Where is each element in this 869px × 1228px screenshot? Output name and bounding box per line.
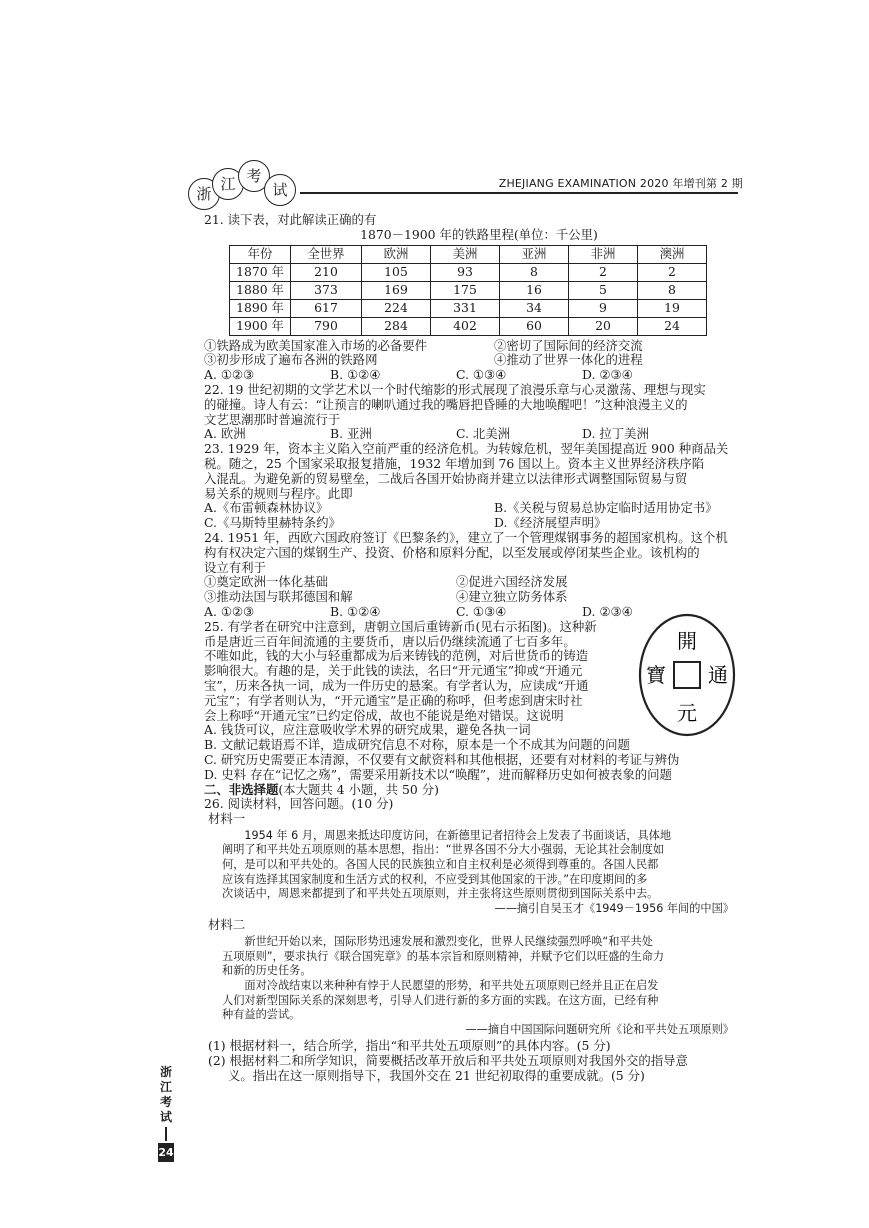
material-label: 材料二 [208,917,246,933]
table-header-cell: 澳洲 [638,245,707,263]
material-line: 何，是可以和平共处的。各国人民的民族独立和自主权利是必须得到尊重的。各国人民都 [222,858,659,872]
statement: ①铁路成为欧美国家准入市场的必备要件 [204,337,428,353]
option: A.《布雷顿森林协议》 [204,500,329,516]
side-char: 考 [159,1095,172,1109]
table-cell: 284 [362,317,431,335]
option: B. 亚洲 [330,426,372,442]
header-rule [300,192,738,194]
material-line: 和新的历史任务。 [222,964,312,978]
option: D.《经济展望声明》 [494,515,607,531]
question-line: 23. 1929 年，资本主义陷入空前严重的经济危机。为转嫁危机，翌年美国提高近 900 种商品关 [204,441,729,457]
section-note: (本大题共 4 小题，共 50 分) [278,781,439,797]
option: C.《马斯特里赫特条约》 [204,515,341,531]
table-cell: 93 [431,263,500,281]
table-header-cell: 非洲 [569,245,638,263]
table-row [230,263,707,281]
table-row [230,281,707,299]
material-line: 1954 年 6 月，周恩来抵达印度访问，在新德里记者招待会上发表了书面谈话，具体地 [244,828,672,842]
option: A. 钱货可议，应注意吸收学术界的研究成果，避免各执一词 [204,722,531,738]
material-1 [222,829,734,917]
table-cell: 373 [291,281,362,299]
material-line: 应该有选择其国家制度和生活方式的权利，不应受到其他国家的干涉。”在印度期间的多 [222,872,648,886]
statement: ②密切了国际间的经济交流 [494,337,643,353]
table-cell: 1870 年 [230,263,291,281]
question-line: 设立有利于 [204,559,266,575]
question-line: 25. 有学者在研究中注意到，唐朝立国后重铸新币(见右示拓图)。这种新 [204,618,597,634]
table-cell: 9 [569,299,638,317]
option: A. ①②③ [204,367,255,383]
options-row [204,516,734,531]
coin-char-bottom: 元 [677,701,697,725]
side-journal-label [158,1065,174,1162]
table-cell: 1890 年 [230,299,291,317]
section-title: 二、非选择题 [204,781,279,797]
journal-logo [188,160,298,210]
table-header-cell: 美洲 [431,245,500,263]
option: B. ①②④ [330,367,381,383]
material-line: 次谈话中，周恩来都提到了和平共处五项原则，并主张将这些原则贯彻到国际关系中去。 [222,887,659,901]
question-stem: 26. 阅读材料，回答问题。(10 分) [204,796,394,812]
table-cell: 20 [569,317,638,335]
table-header-row [230,245,707,263]
options-row [204,501,734,516]
table-row [230,299,707,317]
question-line: 易关系的规则与程序。此即 [204,485,353,501]
question-21 [204,213,734,383]
question-line: 宝”，历来各执一词，成为一件历史的悬案。有学者认为，应读成“开通 [204,677,589,693]
material-line: 新世纪开始以来，国际形势迅速发展和激烈变化，世界人民继续强烈呼唤“和平共处 [244,935,653,949]
options-row [204,427,734,442]
section-heading [204,783,734,798]
coin-char-left: 寶 [646,663,666,687]
table-cell: 175 [431,281,500,299]
journal-title: ZHEJIANG EXAMINATION 2020 年增刊第 2 期 [498,177,743,190]
question-stem: 21. 读下表，对此解读正确的有 [204,212,377,227]
table-header-cell: 年份 [230,245,291,263]
option: D. ②③④ [582,367,633,383]
table-cell: 331 [431,299,500,317]
logo-char: 试 [264,174,296,206]
table-cell: 402 [431,317,500,335]
table-cell: 2 [569,263,638,281]
option: C. ①③④ [456,367,507,383]
side-char: 试 [159,1110,172,1124]
material-2 [222,935,734,1037]
table-cell: 34 [500,299,569,317]
question-line: 入混乱。为避免新的贸易壁垒，二战后各国开始协商并建立以法律形式调整国际贸易与贸 [204,470,688,486]
question-line: 影响很大。有趣的是，关于此钱的读法，名曰“开元通宝”抑或“开通元 [204,663,583,679]
option: D. 史料 存在“记忆之殇”，需要采用新技术以“唤醒”，进而解释历史如何被表象的问题 [204,766,672,782]
question-line: 的碰撞。诗人有云：“让预言的喇叭通过我的嘴唇把昏睡的大地唤醒吧！”这种浪漫主义的 [204,396,688,412]
question-line: 22. 19 世纪初期的文学艺术以一个时代缩影的形式展现了浪漫乐章与心灵激荡、理想与现实 [204,381,706,397]
option: B.《关税与贸易总协定临时适用协定书》 [494,500,718,516]
material-line: 面对冷战结束以来种种有悖于人民愿望的形势，和平共处五项原则已经并且正在启发 [244,979,659,993]
sub-question: 义。指出在这一原则指导下，我国外交在 21 世纪初取得的重要成就。(5 分) [228,1068,645,1083]
table-header-cell: 欧洲 [362,245,431,263]
material-line: 种有益的尝试。 [222,1008,301,1022]
statement: ④建立独立防务体系 [456,589,568,605]
statement-row [204,353,734,368]
question-line: 会上称呼“开通元宝”已约定俗成，故也不能说是绝对错误。这说明 [204,707,564,723]
table-cell: 210 [291,263,362,281]
coin-square-hole [674,662,700,688]
logo-char: 考 [238,160,270,192]
table-cell: 169 [362,281,431,299]
option: A. 欧洲 [204,426,246,442]
question-line: 不唯如此，钱的大小与轻重都成为后来铸钱的范例，对后世货币的铸造 [204,648,589,664]
question-line: 元宝”；有学者则认为，“开元通宝”是正确的称呼，但考虑到唐宋时社 [204,692,583,708]
table-cell: 60 [500,317,569,335]
table-header-cell: 亚洲 [500,245,569,263]
option: D. ②③④ [582,603,633,619]
option: C. 研究历史需要正本清源，不仅要有文献资料和其他根据，还要有对材料的考证与辨伪 [204,751,680,767]
question-26 [204,797,734,1084]
page-number: 24 [158,1143,174,1162]
question-line: 构有权决定六国的煤钢生产、投资、价格和原料分配，以至发展或停闭某些企业。该机构的 [204,544,700,560]
table-cell: 1900 年 [230,317,291,335]
statement-row [204,575,734,590]
logo-char: 浙 [188,178,220,210]
option: D. 拉丁美洲 [582,426,649,442]
question-line: 文艺思潮那时普遍流行于 [204,411,341,427]
options-row [204,368,734,383]
kaiyuan-tongbao-coin-rubbing [636,610,738,740]
table-cell: 24 [638,317,707,335]
table-cell: 5 [569,281,638,299]
table-cell: 2 [638,263,707,281]
table-cell: 8 [500,263,569,281]
statement: ①奠定欧洲一体化基础 [204,574,328,590]
statement: ③推动法国与联邦德国和解 [204,589,353,605]
coin-char-top: 開 [677,629,697,653]
sub-question: (2) 根据材料二和所学知识，简要概括改革开放后和平共处五项原则对我国外交的指导意 [208,1053,688,1069]
statement-row [204,590,734,605]
statement: ②促进六国经济发展 [456,574,568,590]
table-cell: 790 [291,317,362,335]
option: B. ①②④ [330,603,381,619]
option: B. 文献记载语焉不详，造成研究信息不对称，原本是一个不成其为问题的问题 [204,737,630,753]
option: A. ①②③ [204,603,255,619]
question-22 [204,383,734,442]
material-line: 五项原则”，要求执行《联合国宪章》的基本宗旨和原则精神，并赋予它们以旺盛的生命力 [222,949,665,963]
coin-char-right: 通 [708,663,728,687]
material-line: 阐明了和平共处五项原则的基本思想，指出：“世界各国不分大小强弱，无论其社会制度如 [222,843,665,857]
question-24 [204,531,734,620]
table-cell: 19 [638,299,707,317]
statement-row [204,339,734,354]
question-line: 24. 1951 年，西欧六国政府签订《巴黎条约》，建立了一个管理煤钢事务的超国家机构。这个机 [204,529,728,545]
material-line: 人们对新型国际关系的深刻思考，引导人们进行新的多方面的实践。在这方面，已经有种 [222,993,659,1007]
option: C. 北美洲 [456,426,511,442]
question-23 [204,442,734,531]
sub-question: (1) 根据材料一，结合所学，指出“和平共处五项原则”的具体内容。(5 分) [208,1038,611,1054]
question-line: 税。随之，25 个国家采取报复措施，1932 年增加到 76 国以上。资本主义世界经济秩序陷 [204,455,705,471]
table-cell: 8 [638,281,707,299]
side-char: 浙 [159,1065,172,1079]
table-cell: 1880 年 [230,281,291,299]
table-title: 1870－1900 年的铁路里程(单位：千公里) [360,226,598,242]
statement: ④推动了世界一体化的进程 [494,352,643,368]
table-cell: 224 [362,299,431,317]
side-divider [165,1127,167,1141]
material-label: 材料一 [208,811,246,827]
table-cell: 105 [362,263,431,281]
side-char: 江 [159,1080,172,1094]
material-source: ——摘自中国国际问题研究所《论和平共处五项原则》 [465,1022,734,1036]
table-cell: 16 [500,281,569,299]
railway-table [229,245,707,336]
option: C. ①③④ [456,603,507,619]
statement: ③初步形成了遍布各洲的铁路网 [204,352,378,368]
logo-char: 江 [212,168,244,200]
table-row [230,317,707,335]
table-cell: 617 [291,299,362,317]
table-header-cell: 全世界 [291,245,362,263]
material-source: ——摘引自吴玉才《1949－1956 年间的中国》 [494,901,734,915]
question-25 [204,620,636,724]
question-line: 币是唐近三百年间流通的主要货币，唐以后仍继续流通了七百多年。 [204,633,576,649]
